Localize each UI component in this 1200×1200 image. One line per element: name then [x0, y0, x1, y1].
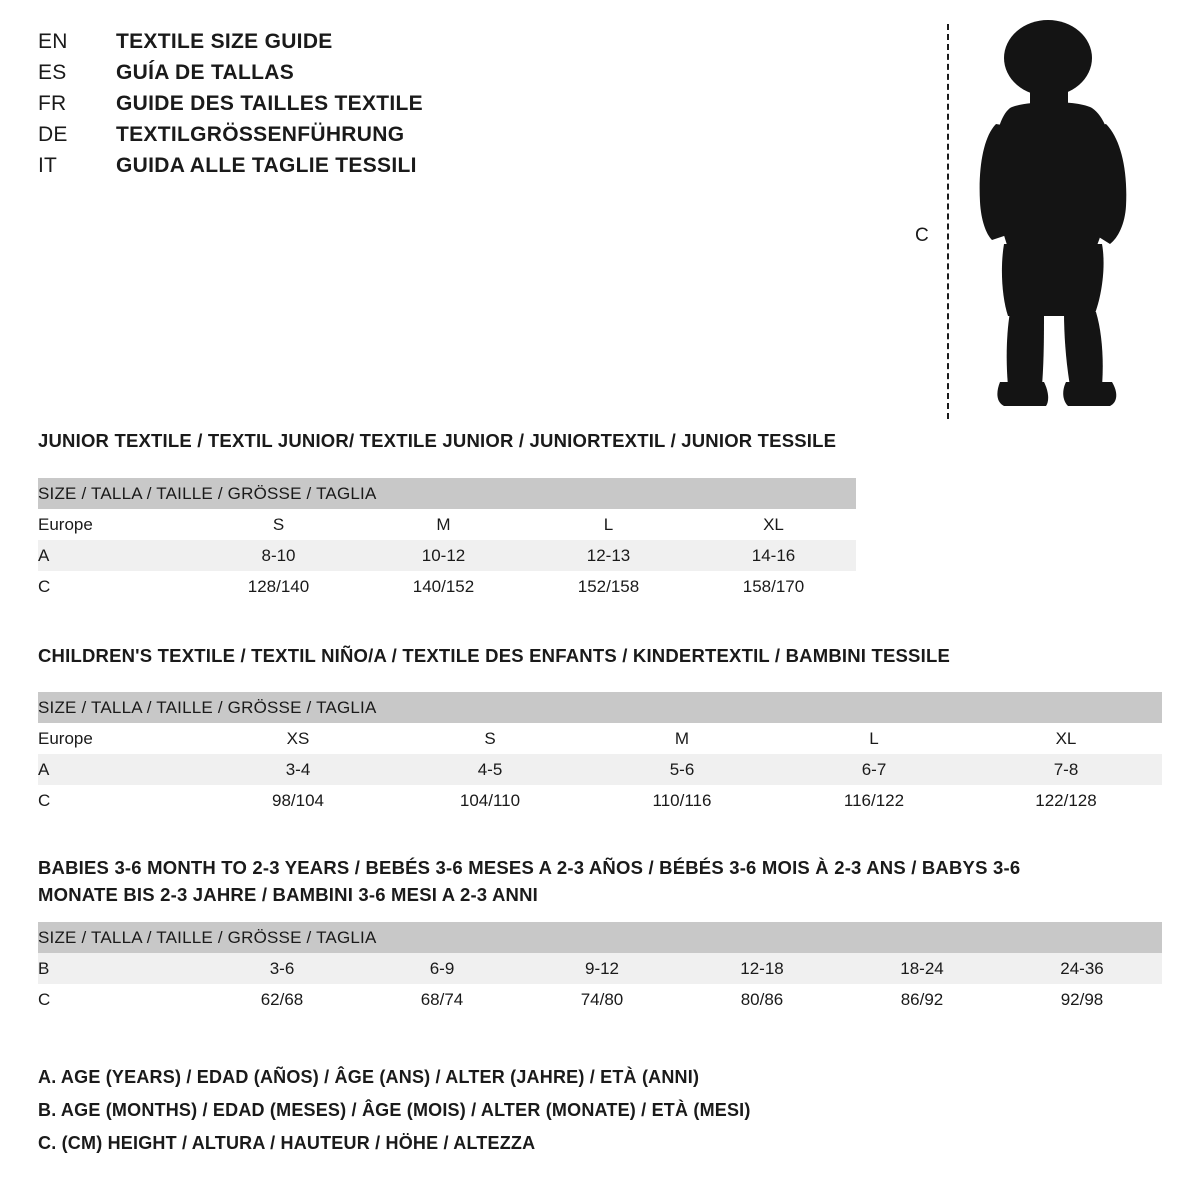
table-row [38, 540, 856, 571]
language-title-fr: GUIDE DES TAILLES TEXTILE [116, 92, 423, 115]
language-title-en: TEXTILE SIZE GUIDE [116, 30, 333, 53]
table-row [38, 785, 1162, 816]
language-row-es [38, 61, 638, 92]
language-title-it: GUIDA ALLE TAGLIE TESSILI [116, 154, 417, 177]
cell-value: L [778, 723, 970, 754]
height-measure-label: C [915, 225, 929, 246]
language-header-block [38, 30, 638, 185]
cell-value: 8-10 [196, 540, 361, 571]
row-label: A [38, 754, 202, 785]
table-header-row [38, 478, 856, 509]
cell-value: 122/128 [970, 785, 1162, 816]
cell-value: 140/152 [361, 571, 526, 602]
language-row-de [38, 123, 638, 154]
row-label: Europe [38, 509, 196, 540]
height-dashed-line [947, 24, 949, 419]
cell-value: 3-6 [202, 953, 362, 984]
cell-value: S [196, 509, 361, 540]
row-label: C [38, 785, 202, 816]
child-silhouette-icon [960, 16, 1160, 416]
cell-value: 104/110 [394, 785, 586, 816]
table-row [38, 723, 1162, 754]
row-label: B [38, 953, 202, 984]
language-code-en: EN [38, 30, 68, 53]
row-label: C [38, 984, 202, 1015]
language-row-fr [38, 92, 638, 123]
cell-value: 4-5 [394, 754, 586, 785]
language-row-en [38, 30, 638, 61]
junior-size-table [38, 478, 856, 602]
cell-value: 68/74 [362, 984, 522, 1015]
cell-value: M [586, 723, 778, 754]
table-row [38, 571, 856, 602]
cell-value: XL [691, 509, 856, 540]
language-code-es: ES [38, 61, 67, 84]
table-row [38, 984, 1162, 1015]
cell-value: 18-24 [842, 953, 1002, 984]
cell-value: 86/92 [842, 984, 1002, 1015]
cell-value: 110/116 [586, 785, 778, 816]
cell-value: 74/80 [522, 984, 682, 1015]
child-silhouette-figure [905, 10, 1165, 420]
cell-value: S [394, 723, 586, 754]
section-title-babies: BABIES 3-6 MONTH TO 2-3 YEARS / BEBÉS 3-6 MESES A 2-3 AÑOS / BÉBÉS 3-6 MOIS À 2-3 ANS / BABYS 3-6 MONATE BIS 2-3 JAHRE / BAMBINI 3-6 MESI A 2-3 ANNI [38, 857, 1021, 905]
babies-table-header: SIZE / TALLA / TAILLE / GRÖSSE / TAGLIA [38, 922, 1162, 953]
cell-value: 6-7 [778, 754, 970, 785]
language-title-de: TEXTILGRÖSSENFÜHRUNG [116, 123, 405, 146]
language-row-it [38, 154, 638, 185]
cell-value: 128/140 [196, 571, 361, 602]
table-header-row [38, 692, 1162, 723]
babies-size-table [38, 922, 1162, 1015]
cell-value: XS [202, 723, 394, 754]
cell-value: 9-12 [522, 953, 682, 984]
junior-table-header: SIZE / TALLA / TAILLE / GRÖSSE / TAGLIA [38, 478, 856, 509]
row-label: C [38, 571, 196, 602]
cell-value: XL [970, 723, 1162, 754]
cell-value: 14-16 [691, 540, 856, 571]
cell-value: M [361, 509, 526, 540]
cell-value: 7-8 [970, 754, 1162, 785]
cell-value: L [526, 509, 691, 540]
footnote-b: B. AGE (MONTHS) / EDAD (MESES) / ÂGE (MOIS) / ALTER (MONATE) / ETÀ (MESI) [38, 1100, 751, 1120]
children-table-header: SIZE / TALLA / TAILLE / GRÖSSE / TAGLIA [38, 692, 1162, 723]
cell-value: 12-13 [526, 540, 691, 571]
footnote-a: A. AGE (YEARS) / EDAD (AÑOS) / ÂGE (ANS) / ALTER (JAHRE) / ETÀ (ANNI) [38, 1067, 700, 1087]
cell-value: 92/98 [1002, 984, 1162, 1015]
language-title-es: GUÍA DE TALLAS [116, 61, 295, 84]
cell-value: 10-12 [361, 540, 526, 571]
footnote-c: C. (CM) HEIGHT / ALTURA / HAUTEUR / HÖHE / ALTEZZA [38, 1133, 536, 1153]
language-code-de: DE [38, 123, 68, 146]
language-code-fr: FR [38, 92, 67, 115]
cell-value: 3-4 [202, 754, 394, 785]
row-label: A [38, 540, 196, 571]
cell-value: 98/104 [202, 785, 394, 816]
section-title-junior: JUNIOR TEXTILE / TEXTIL JUNIOR/ TEXTILE JUNIOR / JUNIORTEXTIL / JUNIOR TESSILE [38, 430, 837, 451]
cell-value: 6-9 [362, 953, 522, 984]
cell-value: 152/158 [526, 571, 691, 602]
cell-value: 80/86 [682, 984, 842, 1015]
children-size-table [38, 692, 1162, 816]
cell-value: 5-6 [586, 754, 778, 785]
cell-value: 116/122 [778, 785, 970, 816]
cell-value: 158/170 [691, 571, 856, 602]
table-header-row [38, 922, 1162, 953]
table-row [38, 754, 1162, 785]
row-label: Europe [38, 723, 202, 754]
section-title-children: CHILDREN'S TEXTILE / TEXTIL NIÑO/A / TEXTILE DES ENFANTS / KINDERTEXTIL / BAMBINI TESSILE [38, 645, 950, 666]
table-row [38, 509, 856, 540]
cell-value: 12-18 [682, 953, 842, 984]
cell-value: 24-36 [1002, 953, 1162, 984]
language-code-it: IT [38, 154, 58, 177]
table-row [38, 953, 1162, 984]
footnotes-block [38, 1068, 1038, 1167]
cell-value: 62/68 [202, 984, 362, 1015]
